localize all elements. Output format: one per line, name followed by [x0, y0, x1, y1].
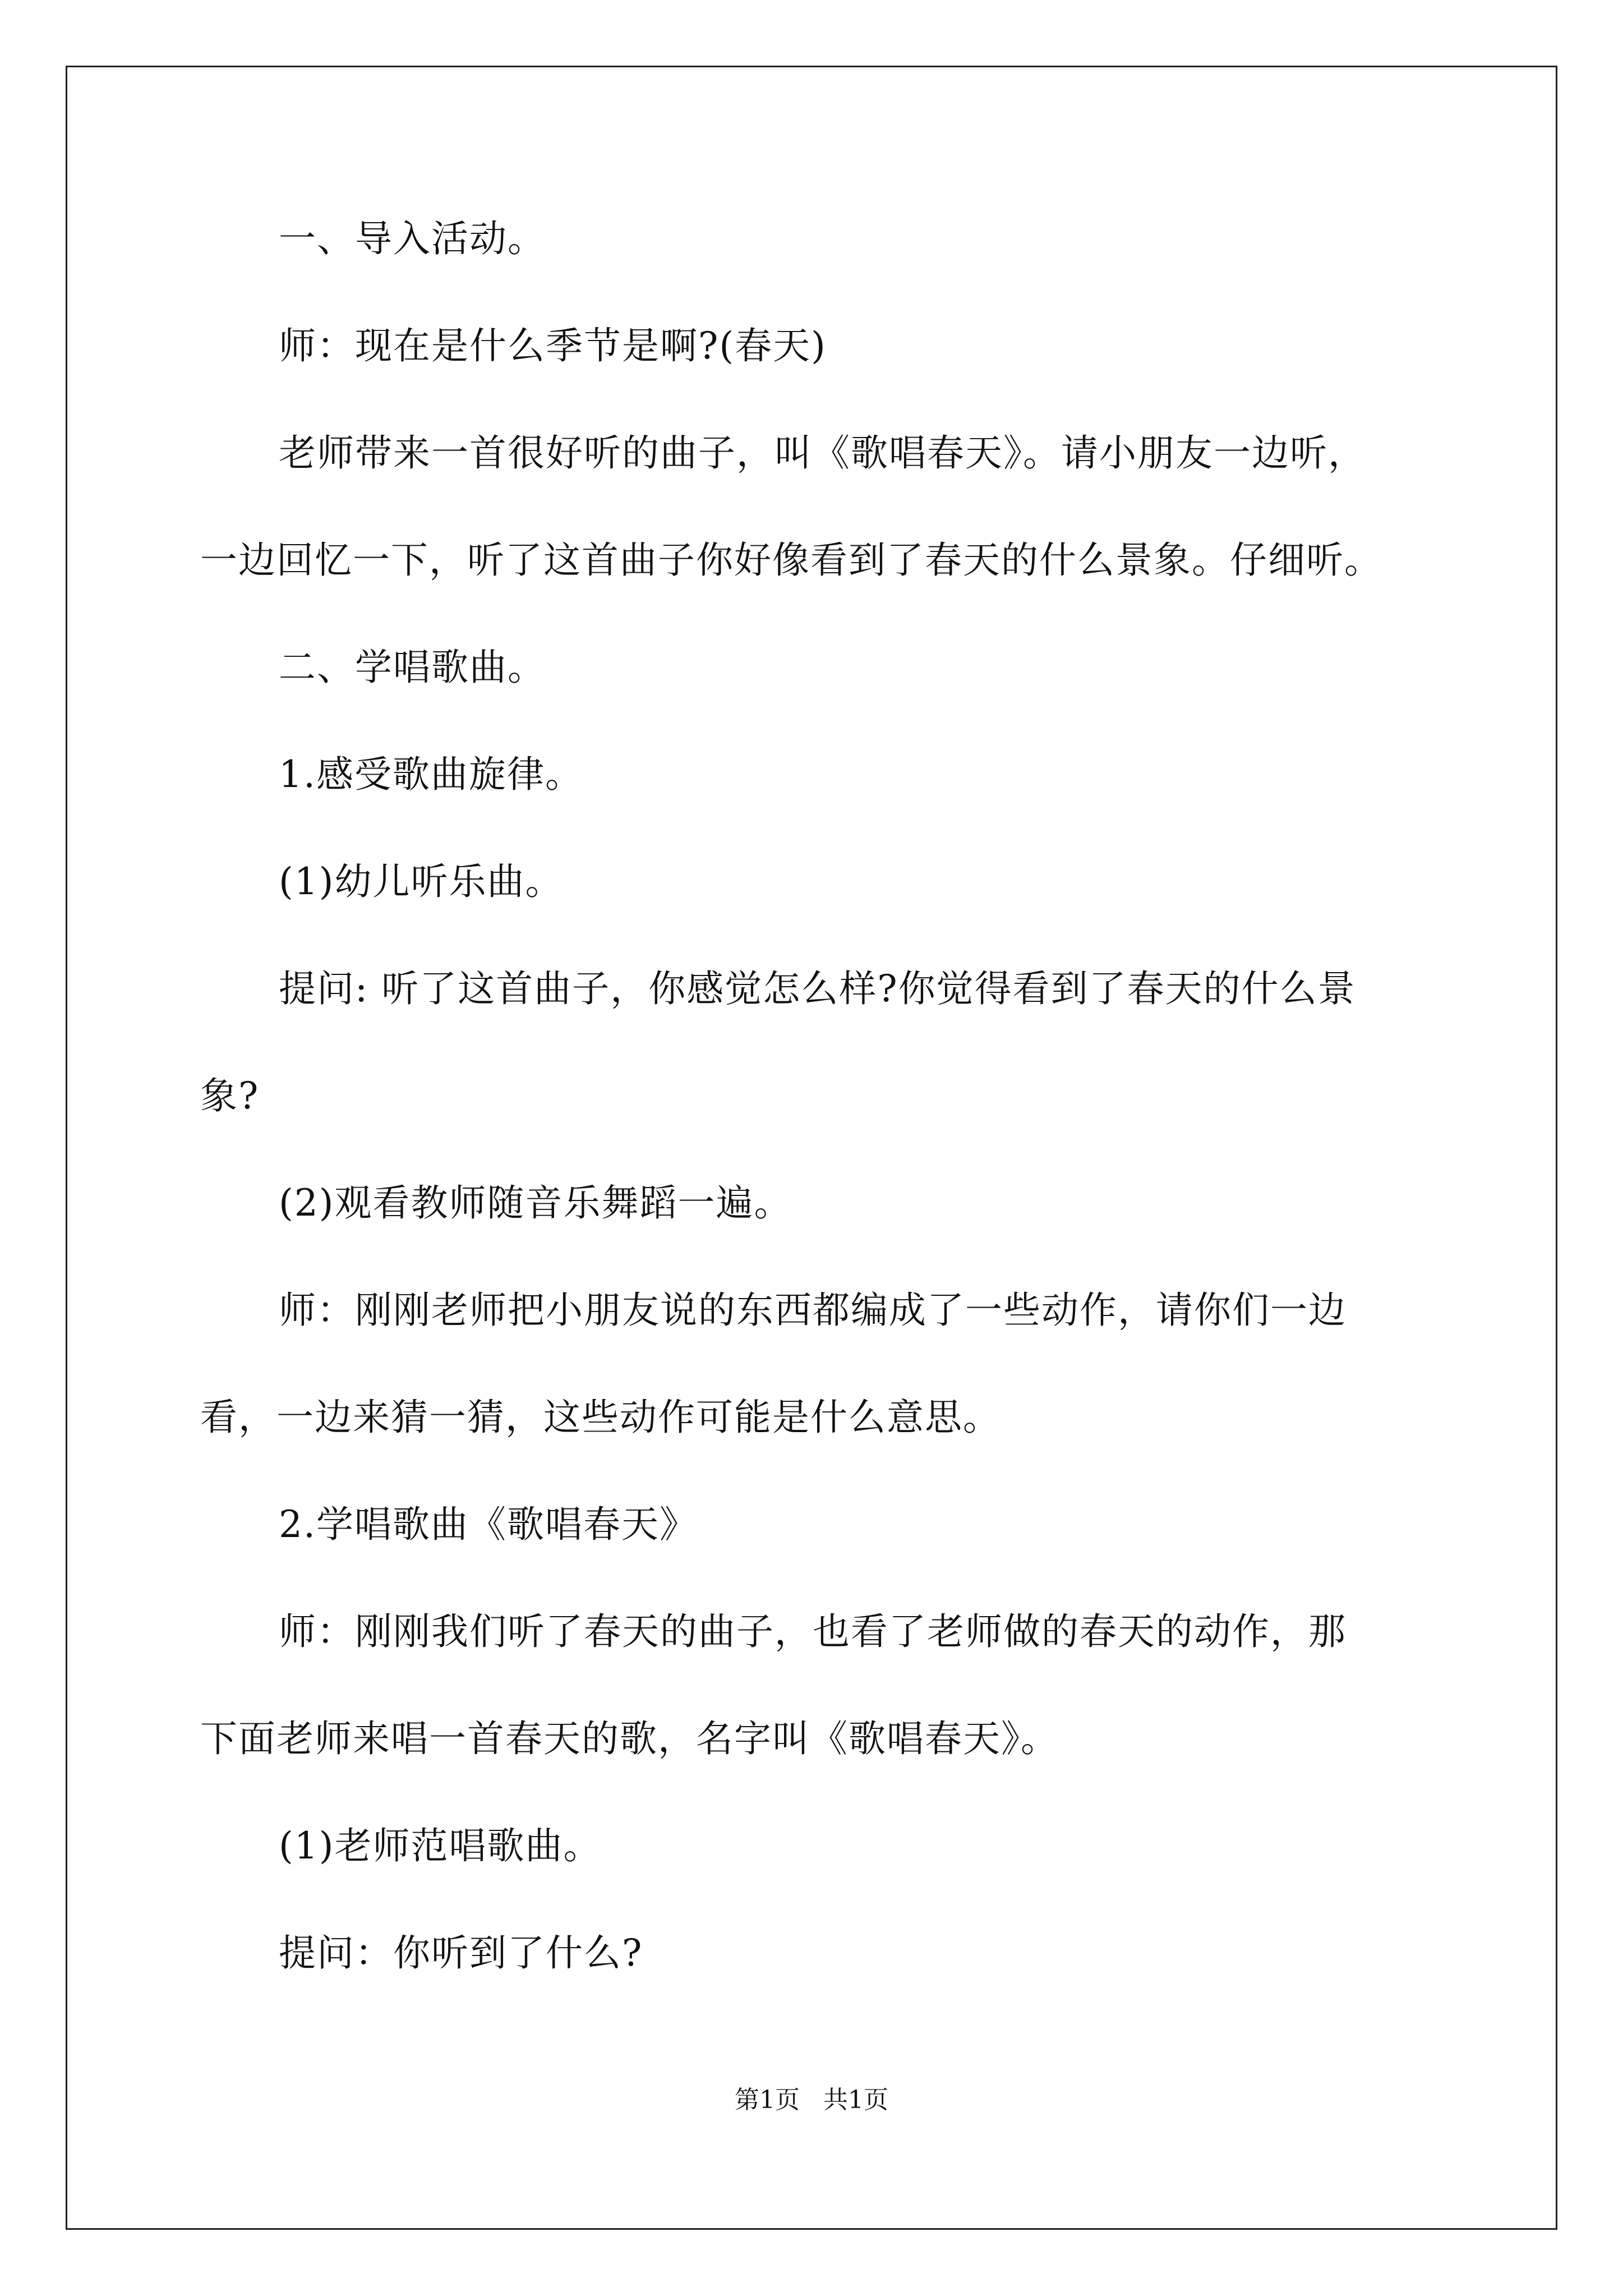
text-line: 象?	[200, 1074, 260, 1117]
text-line: (2)观看教师随音乐舞蹈一遍。	[279, 1181, 792, 1225]
text-line: 师：刚刚我们听了春天的曲子，也看了老师做的春天的动作，那	[279, 1610, 1347, 1653]
text-line: (1)幼儿听乐曲。	[279, 860, 564, 903]
page-number-footer: 第1页 共1页	[735, 2086, 888, 2114]
text-line: 师：现在是什么季节是啊?(春天)	[279, 324, 827, 367]
page-border	[66, 66, 1557, 2230]
text-line: 老师带来一首很好听的曲子，叫《歌唱春天》。请小朋友一边听，	[279, 431, 1366, 475]
text-line: 2.学唱歌曲《歌唱春天》	[279, 1503, 698, 1546]
text-line: (1)老师范唱歌曲。	[279, 1824, 602, 1867]
text-line: 1.感受歌曲旋律。	[279, 753, 583, 796]
text-line: 师：刚刚老师把小朋友说的东西都编成了一些动作，请你们一边	[279, 1289, 1347, 1332]
text-line: 一边回忆一下，听了这首曲子你好像看到了春天的什么景象。仔细听。	[200, 539, 1382, 582]
text-line: 二、学唱歌曲。	[279, 646, 546, 689]
text-line: 下面老师来唱一首春天的歌，名字叫《歌唱春天》。	[200, 1717, 1059, 1760]
text-line: 提问: 听了这首曲子，你感觉怎么样?你觉得看到了春天的什么景	[279, 967, 1356, 1010]
text-line: 看，一边来猜一猜，这些动作可能是什么意思。	[200, 1396, 1001, 1439]
text-line: 提问：你听到了什么?	[279, 1931, 643, 1975]
text-line: 一、导入活动。	[279, 217, 546, 260]
